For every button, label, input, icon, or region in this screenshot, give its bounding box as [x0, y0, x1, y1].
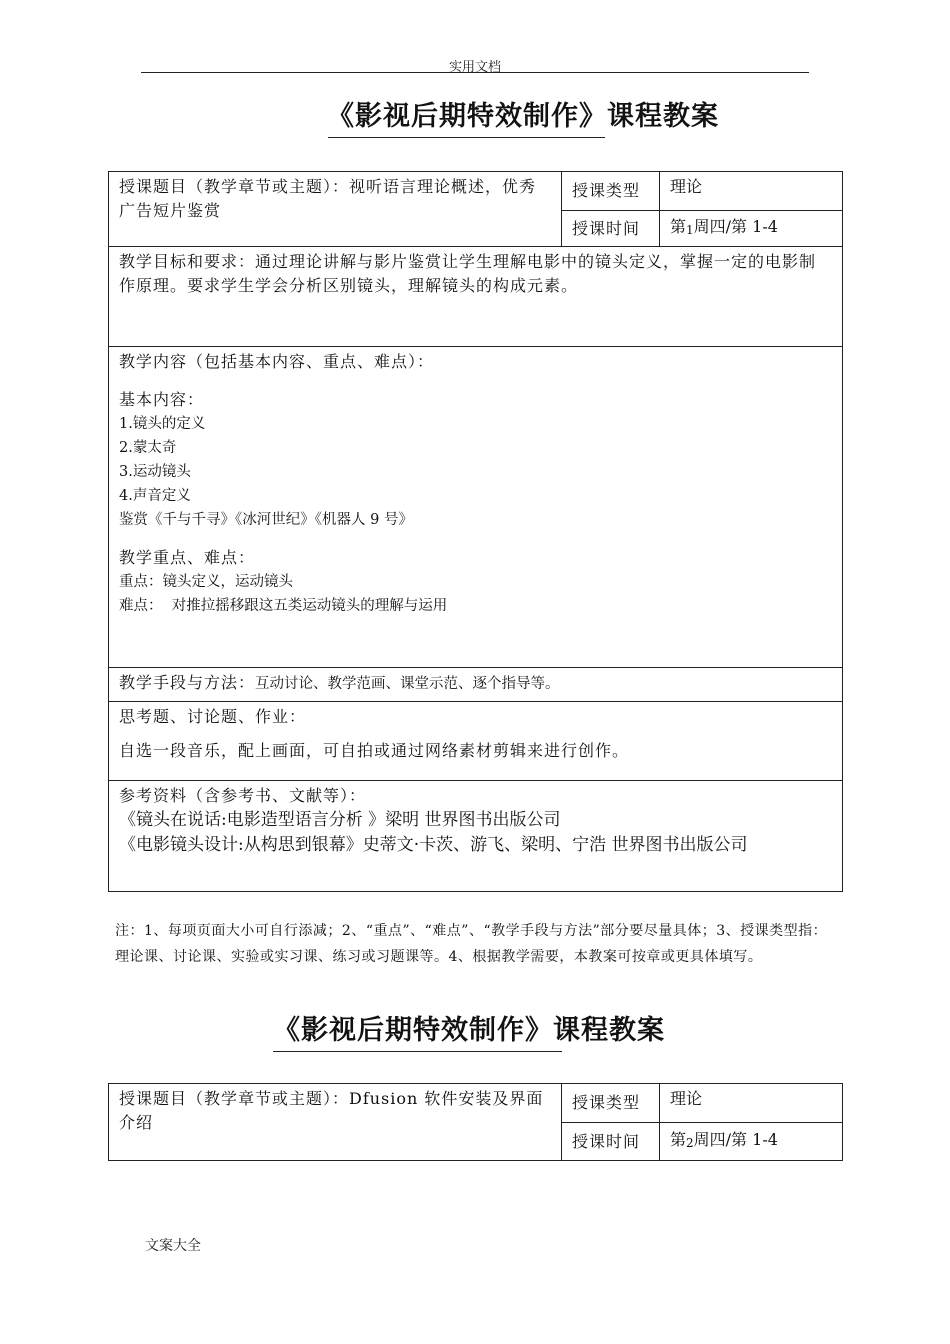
lesson-plan-table [108, 1083, 843, 1161]
type-label: 授课类型 [562, 1084, 660, 1123]
appreciation-item: 鉴赏《千与千寻》《冰河世纪》《机器人 9 号》 [119, 512, 413, 528]
objectives-cell: 教学目标和要求：通过理论讲解与影片鉴赏让学生理解电影中的镜头定义，掌握一定的电影制作原理。要求学生学会分析区别镜头，理解镜头的构成元素。 [109, 247, 843, 347]
time-value [660, 1123, 843, 1161]
content-cell [109, 347, 843, 668]
basic-item: 4.声音定义 [119, 488, 191, 504]
time-label: 授课时间 [562, 211, 660, 247]
page-footer: 文案大全 [145, 1238, 201, 1254]
course-title: 《影视后期特效制作》课程教案 [327, 101, 719, 132]
time-label: 授课时间 [562, 1123, 660, 1161]
time-value [660, 211, 843, 247]
topic-cell: 授课题目（教学章节或主题）：视听语言理论概述，优秀广告短片鉴赏 [109, 172, 562, 247]
time-week: 2 [686, 1136, 694, 1150]
type-label: 授课类型 [562, 172, 660, 211]
title-underline [273, 1051, 562, 1052]
references-cell [109, 781, 843, 892]
reference-item: 《电影镜头设计:从构思到银幕》史蒂文·卡茨、游飞、梁明、宁浩 世界图书出版公司 [119, 835, 748, 855]
homework-cell [109, 702, 843, 781]
topic-cell: 授课题目（教学章节或主题）：Dfusion 软件安装及界面介绍 [109, 1084, 562, 1161]
difficult-point: 难点： 对推拉摇移跟这五类运动镜头的理解与运用 [119, 598, 448, 614]
basic-item: 1.镜头的定义 [119, 416, 206, 432]
header-divider [141, 72, 809, 73]
basic-heading: 基本内容： [119, 390, 205, 409]
basic-item: 2.蒙太奇 [119, 440, 177, 456]
type-value: 理论 [660, 172, 843, 211]
methods-label: 教学手段与方法： [119, 673, 256, 692]
basic-item: 3.运动镜头 [119, 464, 191, 480]
course-title: 《影视后期特效制作》课程教案 [273, 1015, 665, 1046]
lesson-plan-table [108, 171, 843, 892]
content-heading: 教学内容（包括基本内容、重点、难点）： [119, 352, 435, 371]
key-heading: 教学重点、难点： [119, 548, 256, 567]
homework-heading: 思考题、讨论题、作业： [119, 707, 307, 726]
page-header: 实用文档 [448, 60, 501, 75]
time-suffix: 周四/第 1-4 [693, 217, 778, 236]
type-value: 理论 [660, 1084, 843, 1123]
methods-cell [109, 668, 843, 702]
time-week: 1 [686, 223, 694, 237]
reference-item: 《镜头在说话:电影造型语言分析 》梁明 世界图书出版公司 [119, 810, 561, 830]
homework-value: 自选一段音乐，配上画面，可自拍或通过网络素材剪辑来进行创作。 [119, 741, 630, 760]
time-prefix: 第 [670, 217, 687, 236]
footnote: 注：1、每项页面大小可自行添减；2、“重点”、“难点”、“教学手段与方法”部分要尽量具体；3、授课类型指：理论课、讨论课、实验或实习课、练习或习题课等。4、根据教学需要，本教案可按章或更具体填写。 [115, 923, 828, 965]
time-prefix: 第 [670, 1130, 687, 1149]
title-underline [328, 137, 605, 138]
key-point: 重点：镜头定义，运动镜头 [119, 574, 293, 590]
references-heading: 参考资料（含参考书、文献等）： [119, 786, 367, 805]
time-suffix: 周四/第 1-4 [693, 1130, 778, 1149]
methods-value: 互动讨论、教学范画、课堂示范、逐个指导等。 [255, 676, 560, 692]
